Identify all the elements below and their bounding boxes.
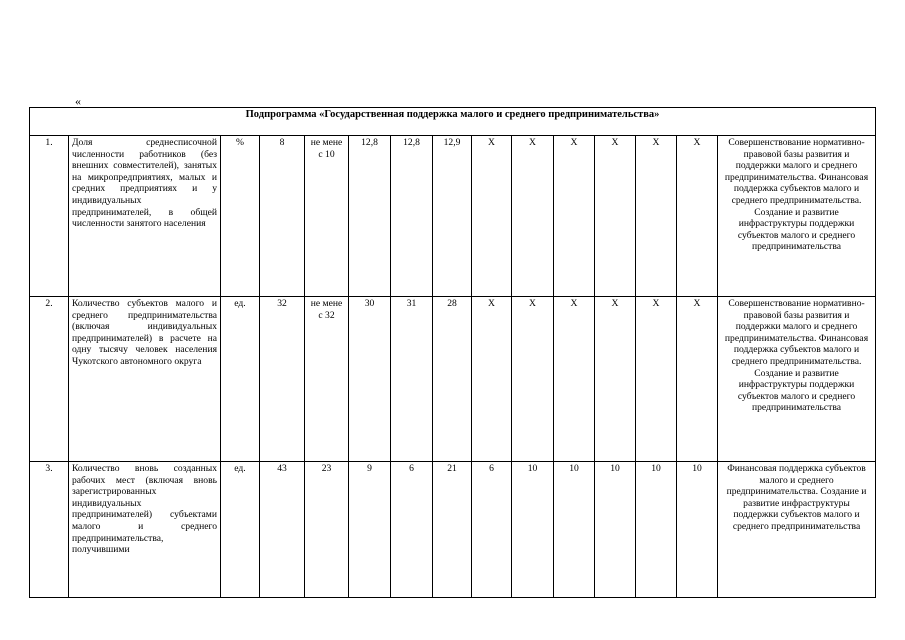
value-cell: 30	[349, 297, 391, 462]
value-cell: 12,9	[433, 136, 472, 297]
value-cell: 12,8	[349, 136, 391, 297]
value-cell: X	[595, 297, 636, 462]
value-cell: X	[512, 297, 554, 462]
unit-cell: ед.	[221, 297, 260, 462]
base-value-cell: 8	[260, 136, 305, 297]
value-cell: X	[595, 136, 636, 297]
indicator-name-text: Количество вновь созданных рабочих мест (включая вновь зарегистрированных индивидуальных предпринимателей) субъектами малого и среднего предпринимательства, получившими	[72, 463, 217, 556]
value-cell: X	[554, 297, 595, 462]
value-cell: 12,8	[391, 136, 433, 297]
row-number: 3.	[30, 462, 69, 598]
unit-cell: ед.	[221, 462, 260, 598]
value-cell: 6	[472, 462, 512, 598]
table-row	[30, 297, 876, 462]
value-cell: не мене с 10	[305, 136, 349, 297]
value-cell: X	[677, 136, 718, 297]
value-cell: 28	[433, 297, 472, 462]
value-cell: 10	[512, 462, 554, 598]
value-cell: 23	[305, 462, 349, 598]
value-cell: 10	[554, 462, 595, 598]
subprogram-title: Подпрограмма «Государственная поддержка малого и среднего предпринимательства»	[30, 108, 876, 136]
value-cell: X	[472, 297, 512, 462]
value-cell: 9	[349, 462, 391, 598]
table-row	[30, 136, 876, 297]
value-cell: X	[636, 297, 677, 462]
table-row	[30, 462, 876, 598]
value-cell: X	[636, 136, 677, 297]
value-cell: X	[677, 297, 718, 462]
indicator-name: Количество субъектов малого и среднего предпринимательства (включая индивидуальных предпринимателей) в расчете на одну тысячу человек населения Чукотского автономного округа	[69, 297, 221, 462]
expected-result-cell: Совершенствование нормативно-правовой базы развития и поддержки малого и среднего предпринимательства. Финансовая поддержка субъектов малого и среднего предпринимательства. Создание и развитие инфраструктуры поддержки субъектов малого и среднего предпринимательства	[718, 297, 876, 462]
value-cell: 10	[636, 462, 677, 598]
value-cell: 10	[595, 462, 636, 598]
expected-result-cell: Финансовая поддержка субъектов малого и среднего предпринимательства. Создание и развитие инфраструктуры поддержки субъектов малого и среднего предпринимательства	[718, 462, 876, 598]
indicator-name	[69, 462, 221, 598]
indicators-table	[29, 107, 876, 598]
base-value-cell: 43	[260, 462, 305, 598]
opening-quote-mark: «	[75, 94, 81, 108]
base-value-cell: 32	[260, 297, 305, 462]
unit-cell: %	[221, 136, 260, 297]
expected-result-cell: Совершенствование нормативно-правовой базы развития и поддержки малого и среднего предпринимательства. Финансовая поддержка субъектов малого и среднего предпринимательства. Создание и развитие инфраструктуры поддержки субъектов малого и среднего предпринимательства	[718, 136, 876, 297]
value-cell: не мене с 32	[305, 297, 349, 462]
value-cell: 21	[433, 462, 472, 598]
row-number: 2.	[30, 297, 69, 462]
value-cell: 10	[677, 462, 718, 598]
value-cell: X	[472, 136, 512, 297]
value-cell: 31	[391, 297, 433, 462]
value-cell: X	[512, 136, 554, 297]
value-cell: 6	[391, 462, 433, 598]
subprogram-title-row	[30, 108, 876, 136]
value-cell: X	[554, 136, 595, 297]
row-number: 1.	[30, 136, 69, 297]
indicator-name: Доля среднесписочной численности работников (без внешних совместителей), занятых на микропредприятиях, малых и средних предприятиях и у индивидуальных предпринимателей, в общей численности занятого населения	[69, 136, 221, 297]
